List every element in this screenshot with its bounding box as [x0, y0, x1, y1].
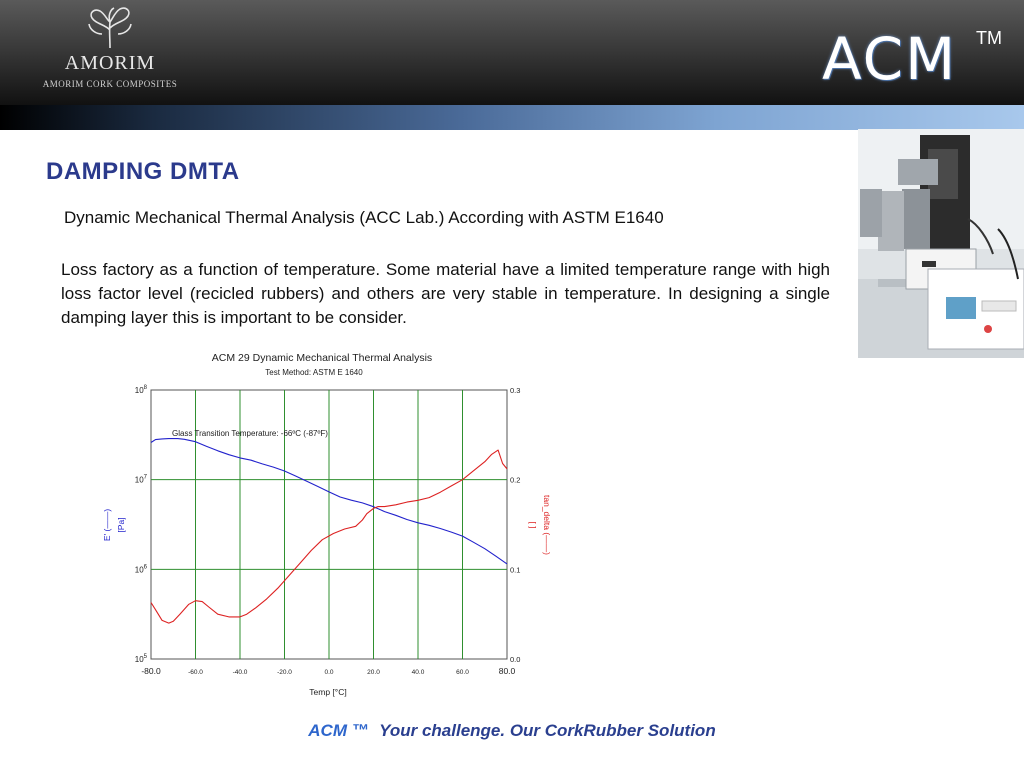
x-tick-label: 80.0: [498, 666, 516, 676]
y-right-tick-label: 0.0: [510, 655, 521, 664]
x-axis-label: Temp [°C]: [309, 687, 347, 697]
logo-subtitle: AMORIM CORK COMPOSITES: [42, 79, 178, 89]
tree-logo-icon: [80, 4, 140, 50]
y-left-tick-label: $10^5$: [134, 654, 147, 664]
y-left-tick-label: $10^8$: [134, 385, 147, 395]
footer-tagline: [0, 721, 1024, 741]
x-tick-label: 20.0: [367, 669, 380, 676]
lab-equipment-photo: [858, 129, 1024, 358]
y-left-tick-label: $10^7$: [134, 474, 147, 485]
amorim-logo: [30, 4, 190, 94]
y-right-tick-label: 0.1: [510, 565, 521, 575]
x-tick-label: -80.0: [141, 666, 161, 676]
x-tick-label: -60.0: [188, 669, 203, 676]
x-tick-label: -40.0: [232, 669, 248, 676]
acm-brand: ACM: [822, 25, 958, 93]
logo-name: AMORIM: [64, 52, 156, 74]
x-tick-label: 40.0: [411, 669, 425, 676]
footer-text: Your challenge. Our CorkRubber Solution: [379, 721, 716, 740]
slide-title: DAMPING DMTA: [46, 158, 240, 185]
glass-transition-annotation: Glass Transition Temperature: -66ºC (-87ºF): [172, 429, 328, 438]
header-gradient-band: [0, 105, 1024, 130]
acm-trademark: TM: [976, 28, 1002, 48]
y-right-tick-label: 0.2: [510, 475, 521, 485]
y-left-tick-label: $10^6$: [134, 564, 147, 575]
dmta-chart: [90, 340, 570, 710]
y-right-axis-unit: [ ]: [528, 521, 538, 529]
slide-subtitle: Dynamic Mechanical Thermal Analysis (ACC Lab.) According with ASTM E1640: [64, 208, 664, 227]
y-left-axis-unit: [Pa]: [116, 517, 126, 533]
x-tick-label: 0.0: [324, 669, 334, 676]
x-tick-label: 60.0: [456, 669, 469, 676]
chart-subtitle: Test Method: ASTM E 1640: [265, 368, 363, 377]
chart-title: ACM 29 Dynamic Mechanical Thermal Analysis: [211, 352, 433, 364]
y-right-tick-label: 0.3: [510, 386, 521, 395]
footer-acm: ACM ™: [308, 721, 369, 740]
y-left-axis-label: E' (——): [102, 508, 112, 542]
slide-paragraph: Loss factory as a function of temperature. Some material have a limited temperature range with high loss factor level (recicled rubbers) and others are very stable in temperature. In designing a single damping layer this is important to be consider.: [61, 260, 830, 327]
y-right-axis-label: tan_delta (——): [542, 495, 552, 555]
x-tick-label: -20.0: [277, 669, 292, 676]
